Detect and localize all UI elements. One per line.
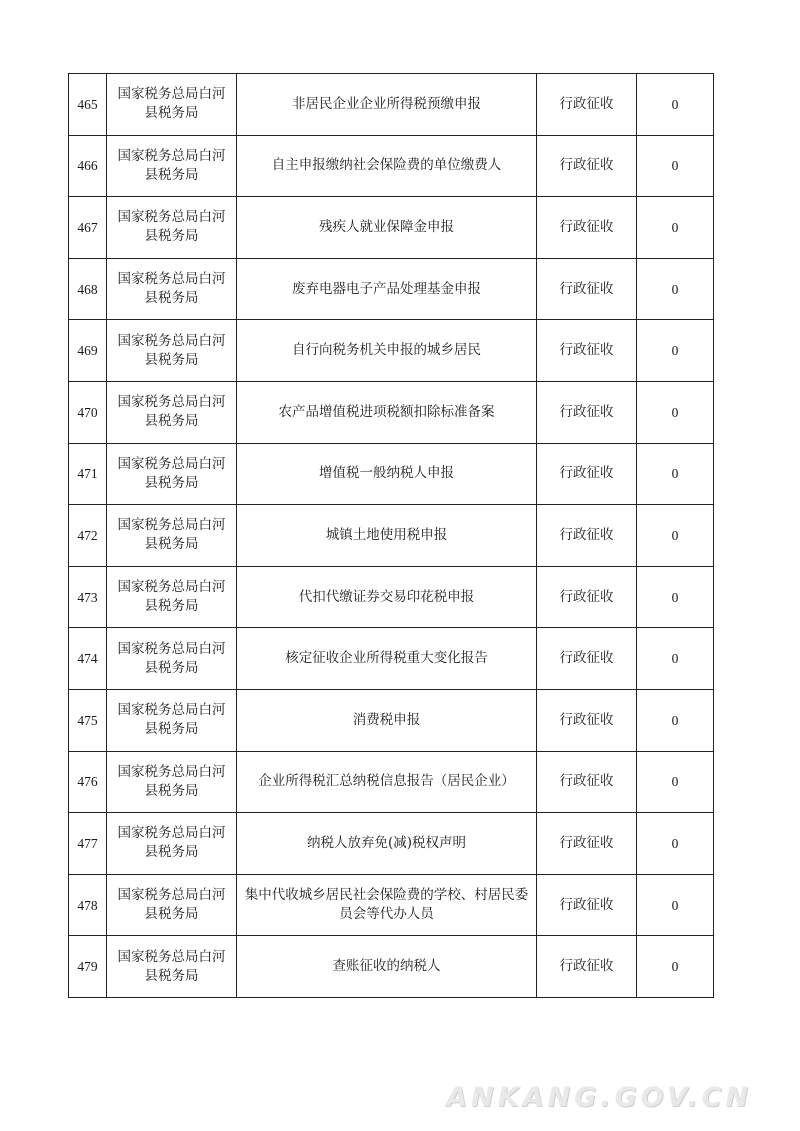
table-row	[69, 628, 714, 690]
row-number: 472	[69, 505, 107, 567]
item-name-cell: 查账征收的纳税人	[237, 936, 537, 998]
category-cell: 行政征收	[537, 381, 637, 443]
category-cell: 行政征收	[537, 689, 637, 751]
item-name-cell: 城镇土地使用税申报	[237, 505, 537, 567]
row-number: 476	[69, 751, 107, 813]
department-cell: 国家税务总局白河县税务局	[107, 74, 237, 136]
department-cell: 国家税务总局白河县税务局	[107, 628, 237, 690]
department-cell: 国家税务总局白河县税务局	[107, 320, 237, 382]
table-row	[69, 443, 714, 505]
count-cell: 0	[637, 258, 714, 320]
count-cell: 0	[637, 381, 714, 443]
category-cell: 行政征收	[537, 443, 637, 505]
count-cell: 0	[637, 197, 714, 259]
item-name-cell: 自主申报缴纳社会保险费的单位缴费人	[237, 135, 537, 197]
row-number: 478	[69, 874, 107, 936]
department-cell: 国家税务总局白河县税务局	[107, 751, 237, 813]
item-name-cell: 非居民企业企业所得税预缴申报	[237, 74, 537, 136]
item-name-cell: 核定征收企业所得税重大变化报告	[237, 628, 537, 690]
count-cell: 0	[637, 505, 714, 567]
department-cell: 国家税务总局白河县税务局	[107, 813, 237, 875]
item-name-cell: 纳税人放弃免(减)税权声明	[237, 813, 537, 875]
row-number: 475	[69, 689, 107, 751]
category-cell: 行政征收	[537, 197, 637, 259]
department-cell: 国家税务总局白河县税务局	[107, 197, 237, 259]
table-row	[69, 381, 714, 443]
row-number: 466	[69, 135, 107, 197]
table-row	[69, 320, 714, 382]
department-cell: 国家税务总局白河县税务局	[107, 258, 237, 320]
table-row	[69, 566, 714, 628]
table-row	[69, 74, 714, 136]
table-row	[69, 135, 714, 197]
category-cell: 行政征收	[537, 628, 637, 690]
row-number: 470	[69, 381, 107, 443]
row-number: 465	[69, 74, 107, 136]
item-name-cell: 集中代收城乡居民社会保险费的学校、村居民委员会等代办人员	[237, 874, 537, 936]
department-cell: 国家税务总局白河县税务局	[107, 689, 237, 751]
table-row	[69, 751, 714, 813]
count-cell: 0	[637, 320, 714, 382]
item-name-cell: 残疾人就业保障金申报	[237, 197, 537, 259]
count-cell: 0	[637, 751, 714, 813]
category-cell: 行政征收	[537, 135, 637, 197]
table-body	[69, 74, 714, 998]
count-cell: 0	[637, 628, 714, 690]
count-cell: 0	[637, 936, 714, 998]
department-cell: 国家税务总局白河县税务局	[107, 135, 237, 197]
item-name-cell: 自行向税务机关申报的城乡居民	[237, 320, 537, 382]
department-cell: 国家税务总局白河县税务局	[107, 936, 237, 998]
count-cell: 0	[637, 689, 714, 751]
category-cell: 行政征收	[537, 258, 637, 320]
item-name-cell: 增值税一般纳税人申报	[237, 443, 537, 505]
item-name-cell: 农产品增值税进项税额扣除标准备案	[237, 381, 537, 443]
row-number: 468	[69, 258, 107, 320]
category-cell: 行政征收	[537, 320, 637, 382]
table-row	[69, 197, 714, 259]
table-row	[69, 258, 714, 320]
category-cell: 行政征收	[537, 936, 637, 998]
department-cell: 国家税务总局白河县税务局	[107, 874, 237, 936]
category-cell: 行政征收	[537, 505, 637, 567]
row-number: 467	[69, 197, 107, 259]
table-row	[69, 936, 714, 998]
table-row	[69, 874, 714, 936]
count-cell: 0	[637, 135, 714, 197]
department-cell: 国家税务总局白河县税务局	[107, 381, 237, 443]
table-row	[69, 689, 714, 751]
item-name-cell: 废弃电器电子产品处理基金申报	[237, 258, 537, 320]
count-cell: 0	[637, 566, 714, 628]
count-cell: 0	[637, 874, 714, 936]
item-name-cell: 企业所得税汇总纳税信息报告（居民企业）	[237, 751, 537, 813]
category-cell: 行政征收	[537, 874, 637, 936]
category-cell: 行政征收	[537, 566, 637, 628]
category-cell: 行政征收	[537, 74, 637, 136]
count-cell: 0	[637, 74, 714, 136]
row-number: 474	[69, 628, 107, 690]
department-cell: 国家税务总局白河县税务局	[107, 443, 237, 505]
row-number: 473	[69, 566, 107, 628]
department-cell: 国家税务总局白河县税务局	[107, 505, 237, 567]
count-cell: 0	[637, 443, 714, 505]
category-cell: 行政征收	[537, 751, 637, 813]
category-cell: 行政征收	[537, 813, 637, 875]
item-name-cell: 代扣代缴证券交易印花税申报	[237, 566, 537, 628]
row-number: 477	[69, 813, 107, 875]
records-table	[68, 73, 714, 998]
count-cell: 0	[637, 813, 714, 875]
row-number: 469	[69, 320, 107, 382]
table-row	[69, 813, 714, 875]
row-number: 479	[69, 936, 107, 998]
department-cell: 国家税务总局白河县税务局	[107, 566, 237, 628]
item-name-cell: 消费税申报	[237, 689, 537, 751]
table-row	[69, 505, 714, 567]
site-watermark: ANKANG.GOV.CN	[446, 1082, 752, 1113]
row-number: 471	[69, 443, 107, 505]
